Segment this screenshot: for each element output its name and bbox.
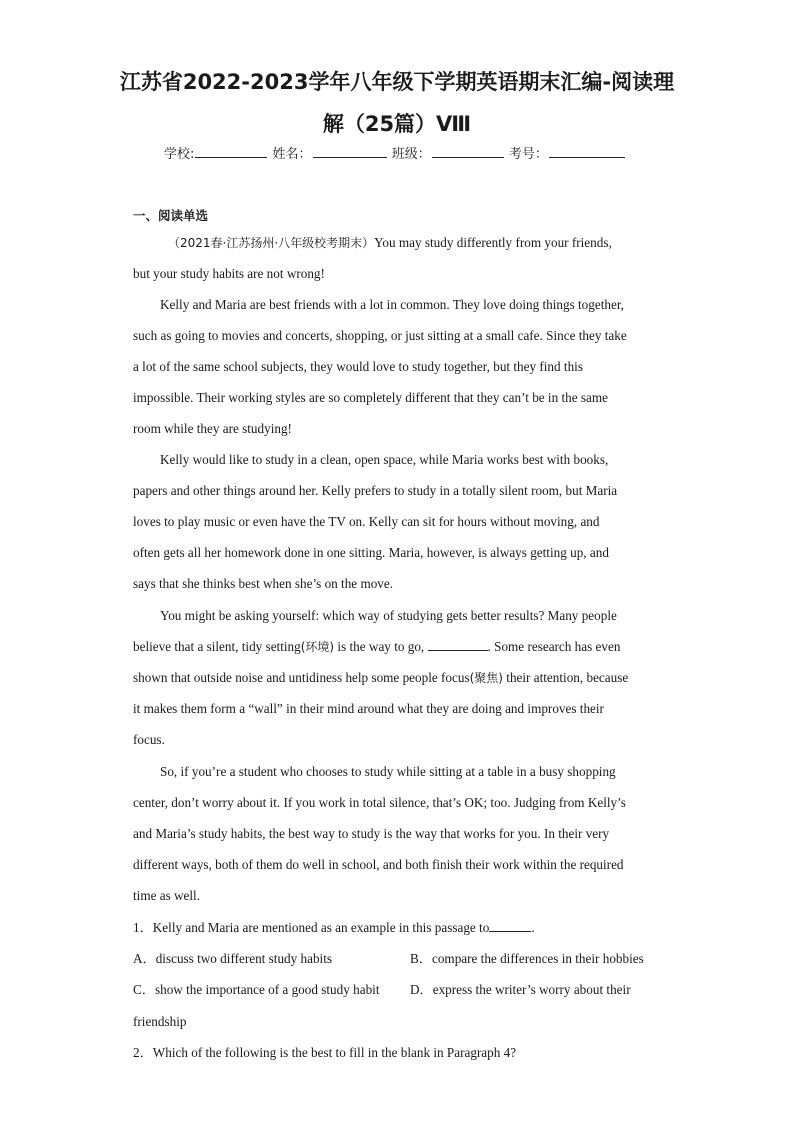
passage-line: So, if you’re a student who chooses to study while sitting at a table in a busy shopping xyxy=(160,764,616,779)
passage-line: a lot of the same school subjects, they would love to study together, but they find this xyxy=(133,359,583,374)
passage-line: time as well. xyxy=(133,888,201,903)
document-title-line-2: 解（25篇）Ⅷ xyxy=(322,112,472,136)
question-1-option-c[interactable]: C．show the importance of a good study habit xyxy=(133,982,380,997)
passage-line: impossible. Their working styles are so completely different that they can’t be in the same xyxy=(133,390,608,405)
question-1-stem: 1．Kelly and Maria are mentioned as an example in this passage to . xyxy=(133,920,535,935)
passage-line: Kelly would like to study in a clean, open space, while Maria works best with books, xyxy=(160,452,609,467)
school-label: 学校: xyxy=(164,147,195,162)
document-title-line-1: 江苏省2022-2023学年八年级下学期英语期末汇编-阅读理 xyxy=(119,70,675,94)
number-field[interactable] xyxy=(549,143,625,158)
question-1-option-d[interactable]: D．express the writer’s worry about their xyxy=(410,982,631,997)
question-1-option-d-continued: friendship xyxy=(133,1014,187,1029)
question-1-option-b[interactable]: B．compare the differences in their hobbies xyxy=(410,951,644,966)
passage-line: center, don’t worry about it. If you work in total silence, that’s OK; too. Judging from Kelly’s xyxy=(133,795,626,810)
question-2-stem: 2．Which of the following is the best to fill in the blank in Paragraph 4? xyxy=(133,1045,517,1060)
passage-line: loves to play music or even have the TV on. Kelly can sit for hours without moving, and xyxy=(133,514,600,529)
passage-line: often gets all her homework done in one sitting. Maria, however, is always getting up, and xyxy=(133,545,609,560)
student-info-row xyxy=(164,143,644,165)
passage-line: believe that a silent, tidy setting(环境) is the way to go, . Some research has even xyxy=(133,639,621,654)
passage-line: Kelly and Maria are best friends with a lot in common. They love doing things together, xyxy=(160,297,624,312)
passage-line: different ways, both of them do well in school, and both finish their work within the required xyxy=(133,857,624,872)
blank-paragraph-4 xyxy=(428,638,488,651)
passage-line: says that she thinks best when she’s on the move. xyxy=(133,576,394,591)
class-field[interactable] xyxy=(432,143,504,158)
passage-line: shown that outside noise and untidiness help some people focus(聚焦) their attention, because xyxy=(133,670,629,685)
passage-line: such as going to movies and concerts, shopping, or just sitting at a small cafe. Since they take xyxy=(133,328,627,343)
answer-blank xyxy=(489,919,531,932)
passage-line: focus. xyxy=(133,732,165,747)
passage-line: room while they are studying! xyxy=(133,421,292,436)
passage-line: but your study habits are not wrong! xyxy=(133,266,325,281)
class-label: 班级： xyxy=(391,147,431,162)
passage-line: it makes them form a “wall” in their mind around what they are doing and improves their xyxy=(133,701,604,716)
number-label: 考号： xyxy=(508,147,548,162)
section-heading: 一、阅读单选 xyxy=(133,208,209,223)
passage-line: papers and other things around her. Kelly prefers to study in a totally silent room, but Maria xyxy=(133,483,618,498)
name-label: 姓名： xyxy=(272,147,312,162)
passage-line: You might be asking yourself: which way of studying gets better results? Many people xyxy=(160,608,617,623)
passage-line: and Maria’s study habits, the best way to study is the way that works for you. In their very xyxy=(133,826,610,841)
passage-source: （2021春·江苏扬州·八年级校考期末） xyxy=(168,236,375,250)
school-field[interactable] xyxy=(195,143,267,158)
passage-line: （2021春·江苏扬州·八年级校考期末）You may study differently from your friends, xyxy=(168,235,612,250)
question-1-option-a[interactable]: A．discuss two different study habits xyxy=(133,951,333,966)
name-field[interactable] xyxy=(313,143,387,158)
